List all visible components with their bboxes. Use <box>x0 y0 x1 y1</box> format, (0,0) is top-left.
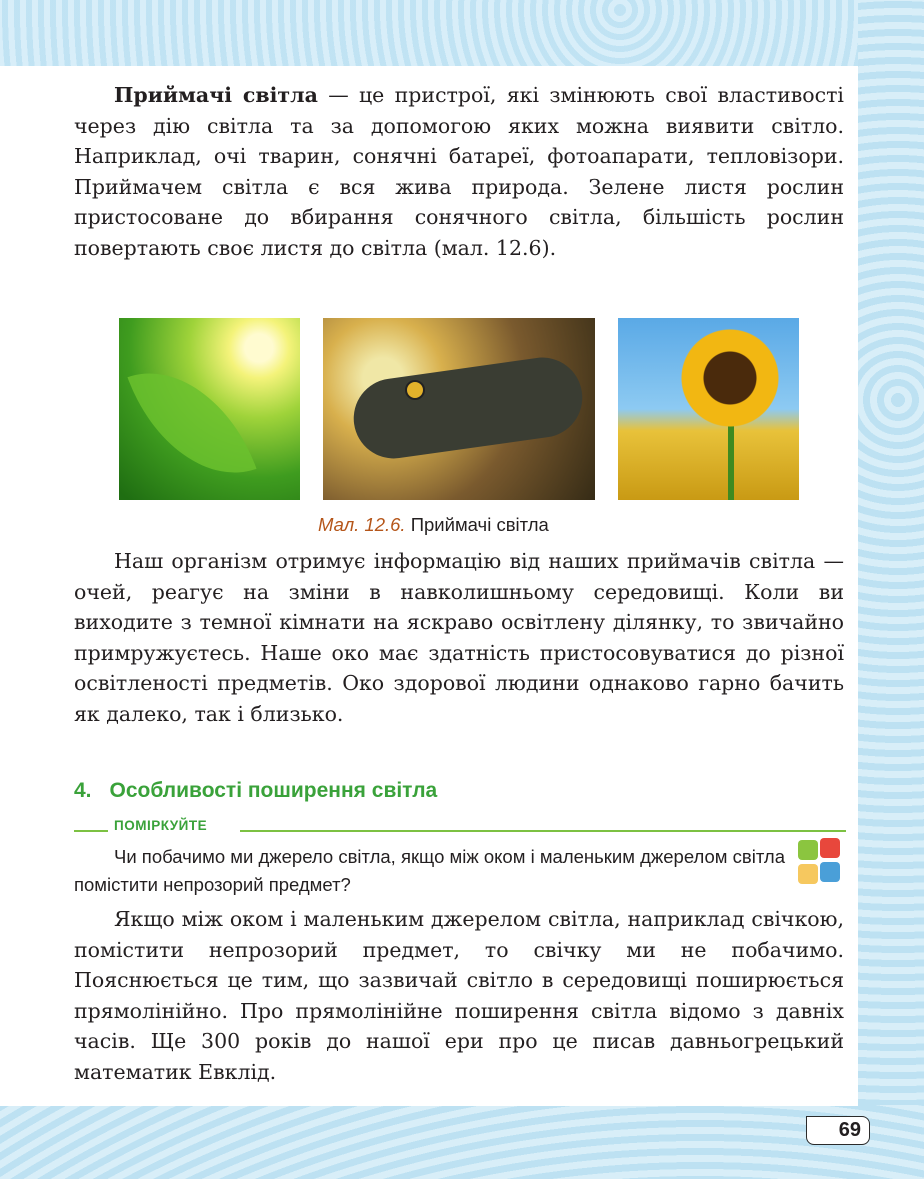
paragraph-light-receivers <box>74 80 844 264</box>
figure-caption <box>318 514 549 536</box>
leaf-shape <box>127 347 256 500</box>
puzzle-piece <box>820 862 840 882</box>
page-number-box <box>806 1116 870 1145</box>
figure-caption-text: Приймачі світла <box>410 514 549 535</box>
divider <box>240 830 846 832</box>
puzzle-piece <box>798 840 818 860</box>
sunflower-head <box>680 328 780 428</box>
paragraph-propagation: Якщо між оком і маленьким джерелом світла, наприклад свічкою, помістити непрозорий предмет, то свічку ми не побачимо. Пояснюється це тим, що зазвичай світло в середовищі поширюється прямолінійно. Про прямолінійне поширення світла відомо з давніх часів. Ще 300 років до нашої ери про це писав давньогрецький математик Евклід. <box>74 907 844 1084</box>
decorative-ornament-bottom <box>0 1105 924 1179</box>
snake-body <box>349 352 588 463</box>
paragraph-text: — це пристрої, які змінюють свої властивості через дію світла та за допомогою яких можна виявити світло. Наприклад, очі тварин, сонячні батареї, фотоапарати, тепловізори. Приймачем світла є вся жива природа. Зелене листя рослин пристосоване до вбирання сонячного світла, більшість рослин повертають своє листя до світла (мал. 12.6). <box>74 83 844 260</box>
section-title: Особливості поширення світла <box>109 779 438 802</box>
section-number: 4. <box>74 779 92 802</box>
puzzle-icon <box>796 836 844 888</box>
page-number: 69 <box>838 1119 861 1141</box>
decorative-ornament-right <box>858 0 924 1179</box>
think-label: ПОМІРКУЙТЕ <box>114 818 208 833</box>
think-question: Чи побачимо ми джерело світла, якщо між оком і маленьким джерелом світла помістити непрозорий предмет? <box>74 846 785 895</box>
paragraph-organism: Наш організм отримує інформацію від наших приймачів світла — очей, реагує на зміни в навколишньому середовищі. Коли ви виходите з темної кімнати на яскраво освітлену ділянку, то звичайно примружуєтесь. Наше око має здатність пристосовуватися до різної освітленості предметів. Око здорової людини однаково гарно бачить як далеко, так і близько. <box>74 549 844 726</box>
figure-photos <box>119 318 799 500</box>
think-header <box>74 818 846 834</box>
puzzle-piece <box>798 864 818 884</box>
sunflower-stem <box>728 418 734 500</box>
divider <box>74 830 108 832</box>
snake-eye <box>405 380 425 400</box>
snake-eye-image <box>323 318 595 500</box>
decorative-ornament-top <box>0 0 924 66</box>
section-heading <box>74 779 437 803</box>
sunflower-image <box>618 318 799 500</box>
term-light-receivers: Приймачі світла <box>114 83 318 107</box>
puzzle-piece <box>820 838 840 858</box>
page-content <box>0 66 858 1106</box>
leaf-in-sunlight-image <box>119 318 300 500</box>
figure-label: Мал. 12.6. <box>318 514 406 535</box>
